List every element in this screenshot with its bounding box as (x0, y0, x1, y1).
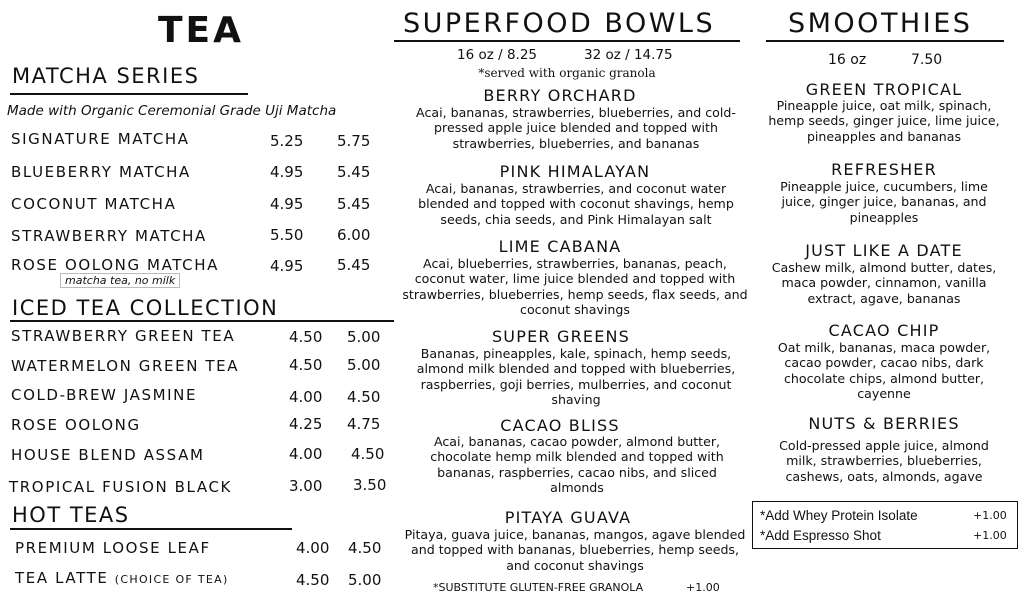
iced-item-price-small: 4.00 (289, 445, 323, 463)
iced-item-price-small: 4.50 (289, 356, 323, 374)
iced-item-name: WATERMELON GREEN TEA (11, 357, 240, 375)
smoothie-description: Oat milk, bananas, maca powder, cacao powder, cacao nibs, dark chocolate chips, almond butter, cayenne (777, 340, 991, 402)
bowl-description: Acai, blueberries, strawberries, bananas, peach, coconut water, lime juice blended and topped with strawberries, blueberries, hemp seeds, flax seeds, and coconut shavings (402, 256, 748, 318)
iced-item-name: STRAWBERRY GREEN TEA (11, 327, 236, 345)
matcha-item-price-large: 5.75 (337, 132, 371, 150)
bowl-description: Pitaya, guava juice, bananas, mangos, agave blended and topped with bananas, blueberries, hemp seeds, and coconut shavings (404, 527, 746, 573)
bowl-name: LIME CABANA (498, 237, 622, 256)
substitute-granola-price: +1.00 (686, 581, 720, 594)
hot-item-price-large: 4.50 (348, 539, 382, 557)
bowls-title: SUPERFOOD BOWLS (403, 8, 716, 39)
matcha-rule (10, 93, 248, 95)
matcha-item-name: COCONUT MATCHA (11, 195, 177, 213)
iced-item-price-small: 4.50 (289, 328, 323, 346)
bowl-name: PITAYA GUAVA (504, 508, 632, 527)
smoothie-name: GREEN TROPICAL (805, 80, 963, 99)
smoothie-name: CACAO CHIP (828, 321, 940, 340)
matcha-item-price-large: 5.45 (337, 195, 371, 213)
hot-item-qualifier: (CHOICE OF TEA) (114, 573, 229, 586)
hot-heading: HOT TEAS (12, 503, 130, 527)
addons-box (752, 501, 1018, 549)
substitute-granola-label: *SUBSTITUTE GLUTEN-FREE GRANOLA (433, 581, 644, 594)
hot-item-price-small: 4.00 (296, 539, 330, 557)
matcha-item-price-small: 4.95 (270, 257, 304, 275)
bowl-description: Acai, bananas, strawberries, and coconut water blended and topped with coconut shavings, hemp seeds, chia seeds, and Pink Himalayan salt (418, 181, 734, 227)
matcha-item-price-small: 5.50 (270, 226, 304, 244)
tea-title: TEA (158, 10, 245, 51)
iced-item-price-large: 4.50 (351, 445, 385, 463)
iced-rule (10, 320, 394, 322)
hot-item-price-small: 4.50 (296, 571, 330, 589)
bowl-description: Acai, bananas, cacao powder, almond butter, chocolate hemp milk blended and topped with bananas, raspberries, cacao nibs, and sliced almonds (430, 434, 724, 496)
smoothie-name: NUTS & BERRIES (808, 414, 960, 433)
smoothies-price: 7.50 (911, 52, 943, 68)
hot-item-name: PREMIUM LOOSE LEAF (15, 539, 211, 557)
bowls-rule (394, 40, 740, 42)
iced-item-price-small: 4.25 (289, 415, 323, 433)
addon-price: +1.00 (973, 529, 1007, 542)
bowls-size-large: 32 oz / 14.75 (584, 47, 673, 63)
bowl-name: PINK HIMALAYAN (499, 162, 651, 181)
hot-rule (10, 528, 292, 530)
addon-price: +1.00 (973, 509, 1007, 522)
matcha-item-name: STRAWBERRY MATCHA (11, 227, 207, 245)
iced-item-price-small: 3.00 (289, 477, 323, 495)
smoothie-name: JUST LIKE A DATE (805, 241, 963, 260)
iced-item-price-large: 3.50 (353, 476, 387, 494)
hot-item-price-large: 5.00 (348, 571, 382, 589)
matcha-item-price-small: 4.95 (270, 163, 304, 181)
addon-label: *Add Espresso Shot (760, 528, 881, 543)
bowl-name: CACAO BLISS (500, 416, 620, 435)
iced-item-name: TROPICAL FUSION BLACK (9, 478, 232, 496)
smoothies-rule (766, 40, 1004, 42)
iced-item-price-large: 5.00 (347, 356, 381, 374)
iced-item-name: COLD-BREW JASMINE (11, 386, 198, 404)
bowl-description: Bananas, pineapples, kale, spinach, hemp seeds, almond milk blended and topped with blueberries, raspberries, goji berries, mulberries, and coconut shaving (416, 346, 736, 408)
smoothie-name: REFRESHER (831, 160, 937, 179)
matcha-item-price-small: 4.95 (270, 195, 304, 213)
hot-item-label: TEA LATTE (15, 569, 109, 587)
addon-label: *Add Whey Protein Isolate (760, 508, 918, 523)
hot-item-name (15, 569, 229, 587)
iced-item-price-large: 4.50 (347, 388, 381, 406)
smoothies-title: SMOOTHIES (788, 8, 973, 39)
matcha-item-name: ROSE OOLONG MATCHA (11, 256, 219, 274)
smoothie-description: Cashew milk, almond butter, dates, maca powder, cinnamon, vanilla extract, agave, bananas (771, 260, 997, 306)
matcha-item-price-large: 6.00 (337, 226, 371, 244)
iced-item-name: HOUSE BLEND ASSAM (11, 446, 205, 464)
smoothie-description: Pineapple juice, cucumbers, lime juice, ginger juice, bananas, and pineapples (780, 179, 988, 225)
bowl-description: Acai, bananas, strawberries, blueberries, and cold-pressed apple juice blended and topped with strawberries, blueberries, and bananas (416, 105, 736, 151)
smoothie-description: Cold-pressed apple juice, almond milk, strawberries, blueberries, cashews, oats, almonds, agave (779, 438, 989, 484)
matcha-item-name: SIGNATURE MATCHA (11, 130, 190, 148)
matcha-subtitle: Made with Organic Ceremonial Grade Uji Matcha (7, 103, 337, 119)
bowls-size-small: 16 oz / 8.25 (457, 47, 538, 63)
bowl-name: SUPER GREENS (491, 327, 631, 346)
matcha-item-name: BLUEBERRY MATCHA (11, 163, 191, 181)
iced-item-price-small: 4.00 (289, 388, 323, 406)
matcha-item-price-small: 5.25 (270, 132, 304, 150)
matcha-heading: MATCHA SERIES (12, 64, 200, 88)
bowls-note: *served with organic granola (478, 66, 656, 80)
matcha-item-price-large: 5.45 (337, 163, 371, 181)
iced-item-price-large: 5.00 (347, 328, 381, 346)
iced-item-price-large: 4.75 (347, 415, 381, 433)
bowl-name: BERRY ORCHARD (483, 86, 637, 105)
smoothies-size: 16 oz (828, 52, 867, 68)
iced-item-name: ROSE OOLONG (11, 416, 141, 434)
matcha-item-price-large: 5.45 (337, 256, 371, 274)
matcha-note: matcha tea, no milk (60, 273, 180, 288)
iced-heading: ICED TEA COLLECTION (12, 296, 279, 320)
smoothie-description: Pineapple juice, oat milk, spinach, hemp seeds, ginger juice, lime juice, pineapples and bananas (768, 98, 1000, 144)
